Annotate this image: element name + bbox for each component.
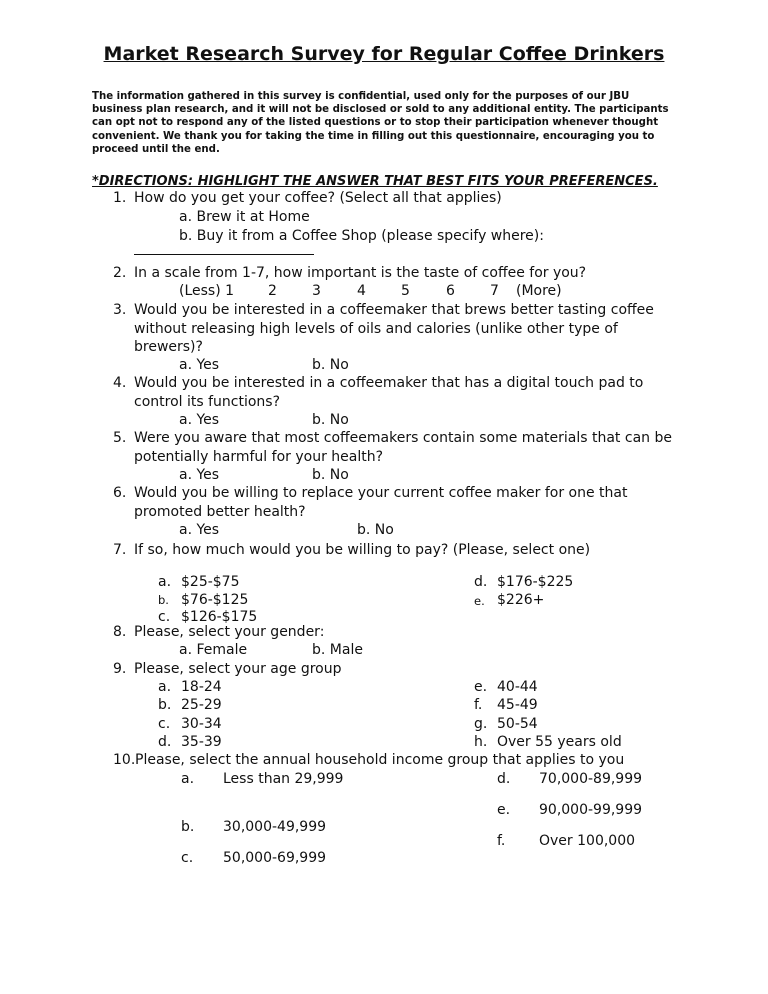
q7-option-value[interactable]: $76-$125: [181, 592, 249, 608]
q10-option-value[interactable]: Less than 29,999: [223, 771, 344, 787]
q5-text: Were you aware that most coffeemakers contain some materials that can be potentially harmful for your health?: [134, 430, 672, 465]
q7-option-letter: a.: [158, 574, 172, 590]
q9-option-value[interactable]: Over 55 years old: [497, 734, 622, 750]
q5-number: 5.: [113, 430, 127, 446]
q2-text: In a scale from 1-7, how important is the taste of coffee for you?: [134, 265, 587, 281]
q1-specify-blank[interactable]: [134, 254, 314, 255]
scale-option[interactable]: 2: [268, 283, 277, 299]
q8-option-b[interactable]: b. Male: [312, 642, 363, 658]
q8-option-a[interactable]: a. Female: [179, 642, 248, 658]
q7-option-value[interactable]: $25-$75: [181, 574, 240, 590]
q3-text: Would you be interested in a coffeemaker that brews better tasting coffee without releasing high levels of oils and calories (unlike other type of brewers)?: [134, 302, 654, 355]
q7-option-letter: e.: [474, 594, 485, 608]
scale-option[interactable]: 5: [401, 283, 410, 299]
q1-text: How do you get your coffee? (Select all that applies): [134, 190, 502, 206]
q10-text: Please, select the annual household income group that applies to you: [135, 752, 625, 768]
q10-option-value[interactable]: 50,000-69,999: [223, 850, 327, 866]
scale-option[interactable]: 4: [357, 283, 366, 299]
q9-option-letter: f.: [474, 697, 483, 713]
q1-number: 1.: [113, 190, 127, 206]
q9-option-value[interactable]: 30-34: [181, 716, 222, 732]
q9-option-letter: g.: [474, 716, 488, 732]
q8-text: Please, select your gender:: [134, 624, 325, 640]
q9-option-letter: a.: [158, 679, 172, 695]
q9-option-letter: e.: [474, 679, 488, 695]
q10-option-letter: c.: [181, 850, 194, 866]
q7-option-value[interactable]: $226+: [497, 592, 545, 608]
q3-number: 3.: [113, 302, 127, 318]
q9-option-value[interactable]: 18-24: [181, 679, 222, 695]
q9-option-letter: c.: [158, 716, 171, 732]
q6-number: 6.: [113, 485, 127, 501]
q7-option-value[interactable]: $176-$225: [497, 574, 574, 590]
q1-option-b[interactable]: b. Buy it from a Coffee Shop (please specify where):: [179, 228, 544, 244]
q10-option-value[interactable]: 30,000-49,999: [223, 819, 327, 835]
q9-option-value[interactable]: 50-54: [497, 716, 538, 732]
scale-option[interactable]: (More): [516, 283, 562, 299]
page-title: Market Research Survey for Regular Coffee Drinkers: [103, 43, 665, 65]
q9-number: 9.: [113, 661, 127, 677]
q9-option-value[interactable]: 25-29: [181, 697, 222, 713]
q10-option-letter: b.: [181, 819, 195, 835]
q4-text: Would you be interested in a coffeemaker that has a digital touch pad to control its functions?: [134, 375, 644, 410]
q10-option-letter: e.: [497, 802, 511, 818]
q7-option-letter: b.: [158, 593, 169, 607]
q9-text: Please, select your age group: [134, 661, 342, 677]
q7-number: 7.: [113, 542, 127, 558]
q9-option-value[interactable]: 35-39: [181, 734, 222, 750]
scale-option[interactable]: (Less) 1: [179, 283, 235, 299]
q3-option-b[interactable]: b. No: [312, 357, 349, 373]
q9-option-value[interactable]: 45-49: [497, 697, 538, 713]
q3-option-a[interactable]: a. Yes: [179, 357, 220, 373]
scale-option[interactable]: 7: [490, 283, 499, 299]
q2-number: 2.: [113, 265, 127, 281]
q10-option-value[interactable]: Over 100,000: [539, 833, 636, 849]
q6-option-b[interactable]: b. No: [357, 522, 394, 538]
q7-option-letter: d.: [474, 574, 488, 590]
q1-option-a[interactable]: a. Brew it at Home: [179, 209, 310, 225]
scale-option[interactable]: 3: [312, 283, 321, 299]
directions: *DIRECTIONS: HIGHLIGHT THE ANSWER THAT BEST FITS YOUR PREFERENCES.: [92, 174, 658, 189]
q10-option-value[interactable]: 90,000-99,999: [539, 802, 643, 818]
q7-option-value[interactable]: $126-$175: [181, 609, 258, 625]
q9-option-letter: d.: [158, 734, 172, 750]
q5-option-a[interactable]: a. Yes: [179, 467, 220, 483]
scale-option[interactable]: 6: [446, 283, 455, 299]
q10-option-letter: f.: [497, 833, 506, 849]
q4-option-a[interactable]: a. Yes: [179, 412, 220, 428]
q5-option-b[interactable]: b. No: [312, 467, 349, 483]
q9-option-letter: b.: [158, 697, 172, 713]
q4-option-b[interactable]: b. No: [312, 412, 349, 428]
q6-text: Would you be willing to replace your current coffee maker for one that promoted better health?: [134, 485, 628, 520]
q6-option-a[interactable]: a. Yes: [179, 522, 220, 538]
q9-option-value[interactable]: 40-44: [497, 679, 538, 695]
q7-option-letter: c.: [158, 609, 171, 625]
q10-number: 10.: [113, 752, 136, 768]
intro-paragraph: The information gathered in this survey is confidential, used only for the purposes of our JBU business plan research, and it will not be disclosed or sold to any additional entity. The participants can opt not to respond any of the listed questions or to stop their participation whenever thought convenient. We thank you for taking the time in filling out this questionnaire, encouraging you to proceed until the end.: [92, 91, 669, 155]
q7-text: If so, how much would you be willing to pay? (Please, select one): [134, 542, 591, 558]
q9-option-letter: h.: [474, 734, 488, 750]
q8-number: 8.: [113, 624, 127, 640]
q4-number: 4.: [113, 375, 127, 391]
q10-option-letter: d.: [497, 771, 511, 787]
q10-option-value[interactable]: 70,000-89,999: [539, 771, 643, 787]
q10-option-letter: a.: [181, 771, 195, 787]
